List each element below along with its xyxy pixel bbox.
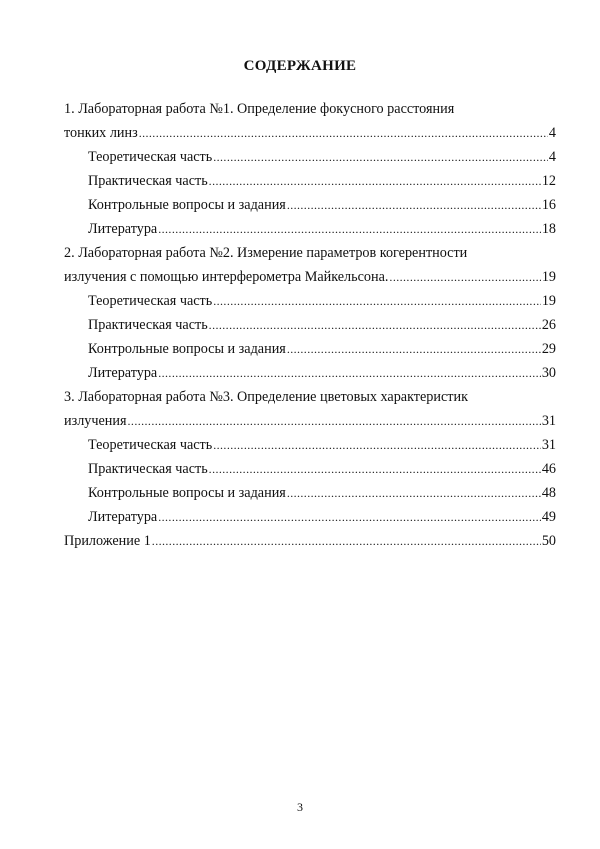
toc-item-label: Контрольные вопросы и задания — [88, 341, 286, 357]
toc-item-literature-3[interactable] — [88, 508, 556, 526]
toc-item-label: Контрольные вопросы и задания — [88, 197, 286, 213]
toc-item-practice-1[interactable] — [88, 172, 556, 190]
dot-leader — [287, 196, 541, 214]
section-1-heading-cont: тонких линз — [64, 125, 138, 141]
dot-leader — [158, 364, 541, 382]
toc-item-label: Литература — [88, 509, 158, 525]
toc-item-theory-2[interactable] — [88, 292, 556, 310]
section-3-heading-cont: излучения — [64, 413, 127, 429]
dot-leader — [213, 148, 548, 166]
toc-item-practice-2[interactable] — [88, 316, 556, 334]
dot-leader — [158, 508, 541, 526]
toc-item-label: Практическая часть — [88, 461, 208, 477]
toc-item-label: Приложение 1 — [64, 533, 151, 549]
toc-item-page: 30 — [541, 365, 556, 381]
toc-item-page: 49 — [541, 509, 556, 525]
section-1-entry[interactable] — [64, 124, 556, 142]
dot-leader — [287, 340, 541, 358]
section-3-page: 31 — [541, 413, 556, 429]
dot-leader — [152, 532, 541, 550]
page-title: СОДЕРЖАНИЕ — [243, 58, 357, 74]
toc-item-label: Практическая часть — [88, 173, 208, 189]
toc-item-label: Теоретическая часть — [88, 293, 213, 309]
toc-item-label: Теоретическая часть — [88, 437, 213, 453]
toc-item-questions-1[interactable] — [88, 196, 556, 214]
dot-leader — [139, 124, 548, 142]
section-1-page: 4 — [548, 125, 556, 141]
toc-item-label: Теоретическая часть — [88, 149, 213, 165]
section-2-heading-cont: излучения с помощью интерферометра Майкельсона. — [64, 269, 389, 285]
dot-leader — [213, 292, 541, 310]
toc-item-practice-3[interactable] — [88, 460, 556, 478]
toc-item-theory-1[interactable] — [88, 148, 556, 166]
dot-leader — [287, 484, 541, 502]
toc-item-page: 26 — [541, 317, 556, 333]
dot-leader — [209, 316, 541, 334]
toc-item-page: 18 — [541, 221, 556, 237]
page-number: 3 — [297, 800, 303, 814]
toc-item-page: 50 — [541, 533, 556, 549]
section-2-page: 19 — [541, 269, 556, 285]
section-1-heading: 1. Лабораторная работа №1. Определение фокусного расстояния — [64, 101, 455, 117]
toc-item-page: 4 — [548, 149, 556, 165]
toc-item-page: 31 — [541, 437, 556, 453]
toc-item-label: Контрольные вопросы и задания — [88, 485, 286, 501]
toc-item-label: Литература — [88, 221, 158, 237]
toc-item-page: 12 — [541, 173, 556, 189]
toc-item-page: 16 — [541, 197, 556, 213]
toc-item-label: Литература — [88, 365, 158, 381]
section-3-entry[interactable] — [64, 412, 556, 430]
dot-leader — [209, 460, 541, 478]
toc-item-questions-2[interactable] — [88, 340, 556, 358]
dot-leader — [158, 220, 541, 238]
dot-leader — [209, 172, 541, 190]
dot-leader — [213, 436, 541, 454]
dot-leader — [128, 412, 541, 430]
toc-item-page: 29 — [541, 341, 556, 357]
toc-item-page: 48 — [541, 485, 556, 501]
toc-item-literature-1[interactable] — [88, 220, 556, 238]
toc-item-appendix[interactable] — [64, 532, 556, 550]
section-2-entry[interactable] — [64, 268, 556, 286]
toc-item-theory-3[interactable] — [88, 436, 556, 454]
toc-item-label: Практическая часть — [88, 317, 208, 333]
section-3-heading: 3. Лабораторная работа №3. Определение цветовых характеристик — [64, 389, 468, 405]
section-2-heading: 2. Лабораторная работа №2. Измерение параметров когерентности — [64, 245, 468, 261]
toc-item-literature-2[interactable] — [88, 364, 556, 382]
dot-leader — [389, 268, 540, 286]
toc-item-page: 19 — [541, 293, 556, 309]
toc-item-questions-3[interactable] — [88, 484, 556, 502]
toc-item-page: 46 — [541, 461, 556, 477]
